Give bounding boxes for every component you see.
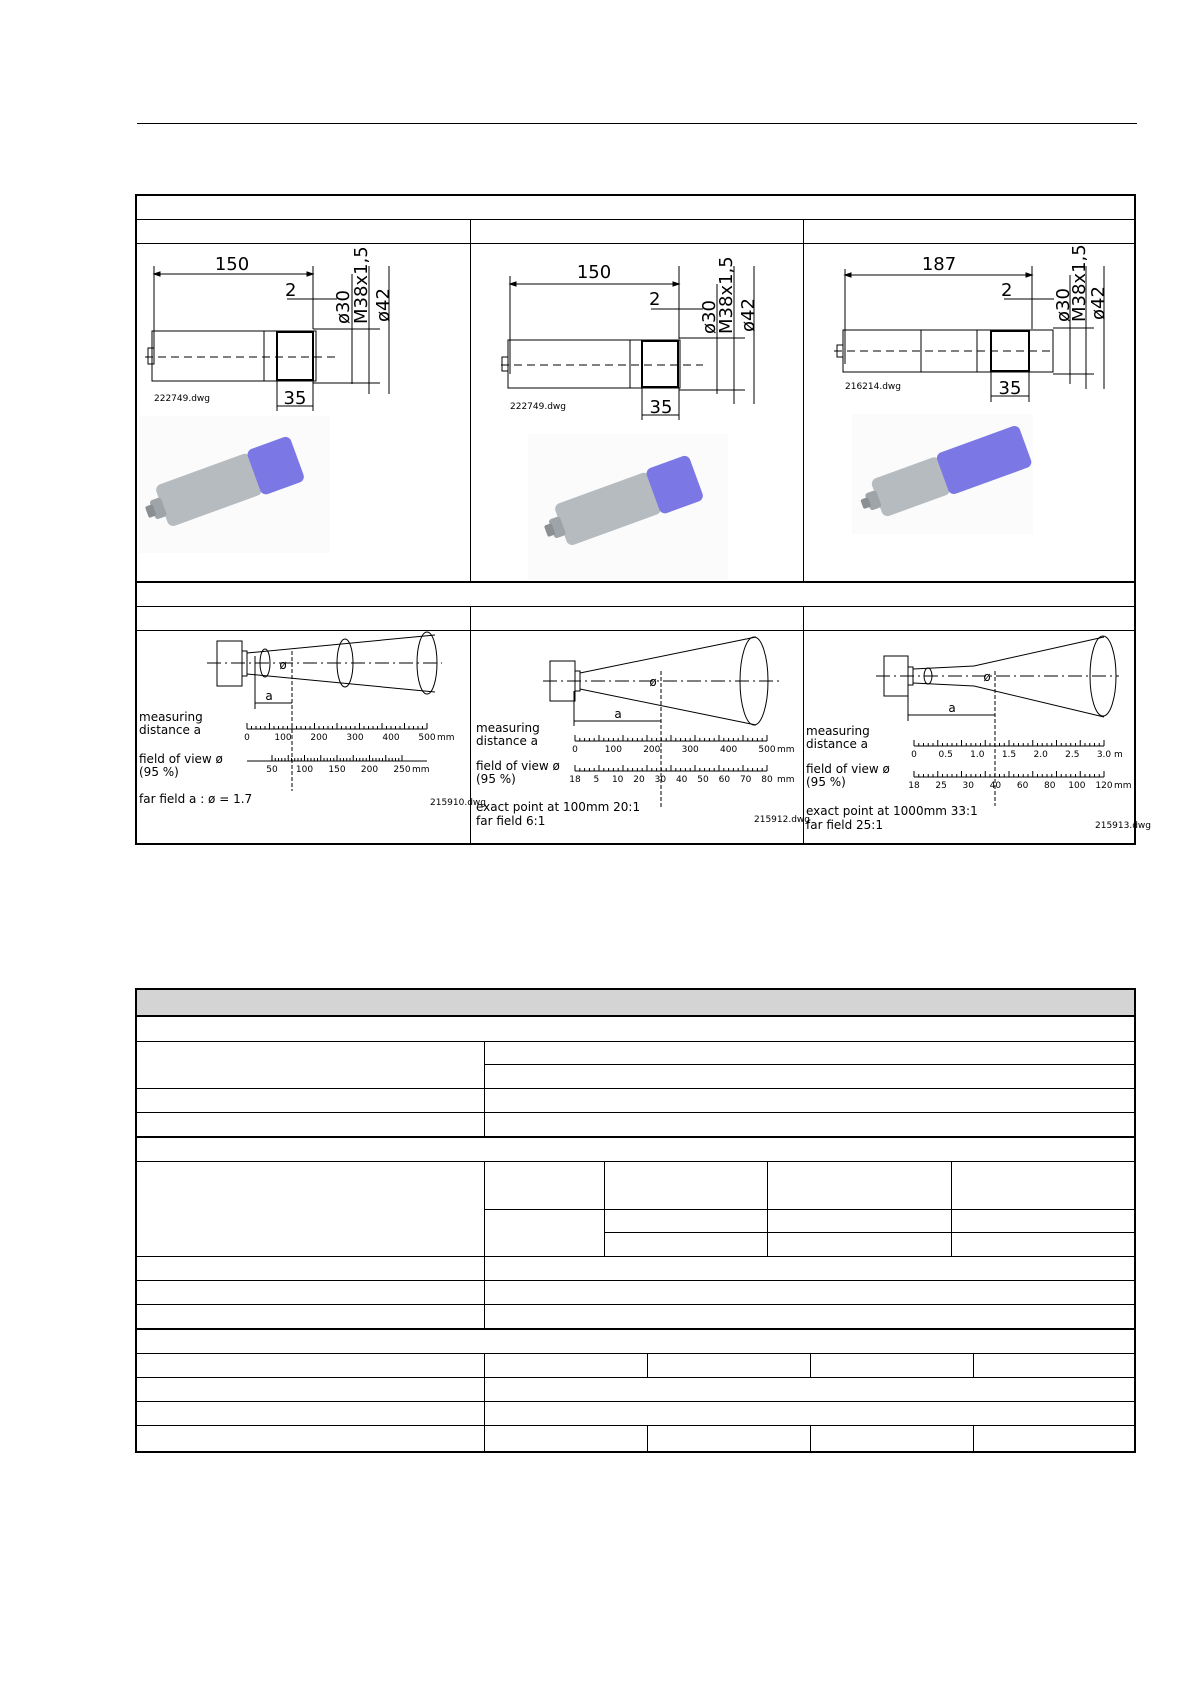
drawing-file: 222749.dwg — [154, 394, 211, 404]
scale-tick-label: 0 — [244, 733, 250, 743]
drawing-file: 216214.dwg — [845, 382, 902, 392]
diameter-symbol: ø — [983, 670, 991, 684]
scale-tick-label: 1.5 — [1001, 750, 1017, 760]
scale-tick-label: 2.0 — [1033, 750, 1048, 760]
table-rule — [485, 1209, 1134, 1210]
thread-size: M38x1,5 — [716, 256, 737, 334]
scale-tick-label: 80 — [761, 775, 773, 785]
depth-dimension: 35 — [998, 378, 1022, 399]
drawing-file: 215913.dwg — [1095, 821, 1152, 831]
table-rule — [137, 1280, 1134, 1281]
distance-symbol: a — [948, 701, 956, 715]
scale-tick-label: 100 — [295, 765, 314, 775]
optics-note: far field 6:1 — [476, 814, 546, 828]
depth-dimension: 35 — [649, 397, 673, 418]
column-rule — [951, 1161, 952, 1256]
scale-tick-label: 500 — [418, 733, 436, 743]
length-dimension: 150 — [576, 262, 612, 283]
table-rule — [137, 1328, 1134, 1330]
scale-tick-label: 60 — [1016, 781, 1029, 791]
scale-tick-label: 100 — [604, 745, 622, 755]
scale-tick-label: 400 — [720, 745, 738, 755]
distance-ticks — [911, 740, 1123, 760]
depth-dimension: 35 — [283, 388, 307, 409]
column-rule — [973, 1353, 974, 1377]
fov-label: field of view ø (95 %) — [139, 752, 223, 779]
sensor-drawing-1 — [137, 244, 470, 581]
scale-unit: mm — [777, 745, 795, 755]
scale-tick-label: 500 — [758, 745, 776, 755]
measuring-label: measuring distance a — [139, 710, 203, 737]
measuring-label: measuring distance a — [806, 724, 870, 751]
outer-diameter: ø42 — [373, 288, 394, 322]
optics-drawing-table — [135, 194, 1152, 845]
scale-tick-label: 400 — [382, 733, 400, 743]
scale-tick-label: 5 — [593, 775, 600, 785]
column-rule — [767, 1161, 768, 1256]
dimension-drawing — [137, 244, 470, 581]
gap-dimension: 2 — [1001, 280, 1013, 301]
table-rule — [137, 1088, 1134, 1089]
scale-tick-label: 18 — [569, 775, 581, 785]
scale-tick-label: 40 — [989, 781, 1002, 791]
inner-diameter: ø30 — [1053, 288, 1074, 322]
optics-note: far field 25:1 — [806, 818, 883, 832]
distance-ticks — [572, 735, 794, 755]
sensor-render — [139, 416, 330, 553]
scale-tick-label: 30 — [962, 781, 975, 791]
table-rule — [137, 606, 1134, 607]
inner-diameter: ø30 — [699, 300, 720, 334]
optics-drawing — [804, 631, 1152, 843]
table-rule — [137, 1377, 1134, 1378]
inner-diameter: ø30 — [333, 290, 354, 324]
column-rule — [484, 1041, 485, 1137]
column-rule — [810, 1425, 811, 1451]
scale-tick-label: 50 — [697, 775, 709, 785]
column-rule — [647, 1425, 648, 1451]
scale-tick-label: 1.0 — [970, 750, 985, 760]
outer-diameter: ø42 — [738, 298, 759, 332]
length-dimension: 187 — [921, 254, 957, 275]
thread-size: M38x1,5 — [351, 246, 372, 324]
column-rule — [810, 1353, 811, 1377]
scale-tick-label: 0.5 — [938, 750, 953, 760]
drawing-file: 222749.dwg — [510, 402, 567, 412]
dimension-drawing — [471, 244, 803, 581]
scale-tick-label: 60 — [718, 775, 731, 785]
scale-tick-label: 0 — [911, 750, 917, 760]
table-rule — [137, 1256, 1134, 1257]
table-rule — [137, 1304, 1134, 1305]
sensor-drawing-2 — [471, 244, 803, 581]
scale-tick-label: 25 — [935, 781, 947, 791]
column-rule — [484, 1161, 485, 1328]
table-rule — [137, 1425, 1134, 1426]
table-rule — [137, 1136, 1134, 1138]
scale-unit: mm — [412, 765, 430, 775]
specification-table — [135, 988, 1136, 1453]
scale-tick-label: 3.0 — [1096, 750, 1112, 760]
scale-tick-label: 200 — [360, 765, 379, 775]
optics-diagram-3 — [804, 631, 1152, 843]
header-rule — [137, 123, 1137, 124]
diameter-symbol: ø — [279, 658, 287, 672]
length-dimension: 150 — [214, 254, 250, 275]
scale-tick-label: 70 — [739, 775, 752, 785]
dimension-drawing — [804, 244, 1136, 581]
fov-ticks — [266, 755, 429, 775]
scale-tick-label: 300 — [346, 733, 364, 743]
table-rule — [137, 1041, 1134, 1042]
sensor-render — [528, 434, 728, 580]
scale-tick-label: 200 — [643, 745, 661, 755]
thread-size: M38x1,5 — [1069, 244, 1090, 322]
table-rule — [137, 1401, 1134, 1402]
column-rule — [647, 1353, 648, 1377]
optics-diagram-2 — [471, 631, 811, 843]
table-rule — [137, 1353, 1134, 1354]
scale-tick-label: 18 — [908, 781, 920, 791]
gap-dimension: 2 — [649, 289, 661, 310]
distance-symbol: a — [614, 707, 622, 721]
scale-tick-label: 2.5 — [1065, 750, 1080, 760]
table-rule — [137, 219, 1134, 220]
scale-tick-label: 100 — [274, 733, 292, 743]
optics-drawing — [471, 631, 811, 843]
distance-symbol: a — [265, 689, 273, 703]
column-rule — [604, 1161, 605, 1256]
scale-tick-label: 150 — [328, 765, 346, 775]
outer-diameter: ø42 — [1088, 286, 1109, 320]
scale-unit: mm — [777, 775, 795, 785]
scale-tick-label: 80 — [1043, 781, 1056, 791]
optics-note: exact point at 1000mm 33:1 — [806, 804, 978, 818]
scale-tick-label: 0 — [572, 745, 578, 755]
scale-tick-label: 120 — [1095, 781, 1113, 791]
diameter-symbol: ø — [649, 675, 657, 689]
drawing-file: 215912.dwg — [754, 815, 811, 825]
scale-tick-label: 20 — [633, 775, 645, 785]
sensor-drawing-3 — [804, 244, 1136, 581]
fov-label: field of view ø (95 %) — [476, 759, 560, 786]
fov-label: field of view ø (95 %) — [806, 762, 890, 789]
table-rule — [137, 581, 1134, 583]
drawing-file: 215910.dwg — [430, 798, 487, 808]
gap-dimension: 2 — [285, 280, 297, 301]
scale-unit: m — [1114, 750, 1123, 760]
column-rule — [973, 1425, 974, 1451]
fov-ticks — [569, 765, 794, 785]
table-rule — [604, 1232, 1134, 1233]
scale-tick-label: 250 — [393, 765, 411, 775]
optics-note: exact point at 100mm 20:1 — [476, 800, 641, 814]
scale-tick-label: 50 — [266, 765, 278, 775]
table-header-band — [137, 990, 1134, 1017]
optics-diagram-1 — [137, 631, 487, 843]
column-rule — [484, 1353, 485, 1451]
table-rule — [137, 1112, 1134, 1113]
scale-tick-label: 100 — [1068, 781, 1086, 791]
table-rule — [137, 1161, 1134, 1162]
table-rule — [485, 1064, 1134, 1065]
fov-ticks — [908, 771, 1131, 791]
scale-tick-label: 200 — [310, 733, 328, 743]
scale-tick-label: 40 — [675, 775, 688, 785]
scale-unit: mm — [1114, 781, 1132, 791]
scale-tick-label: 300 — [681, 745, 699, 755]
distance-ticks — [244, 723, 454, 743]
scale-tick-label: 30 — [654, 775, 667, 785]
optics-drawing — [137, 631, 487, 843]
scale-unit: mm — [437, 733, 455, 743]
measuring-label: measuring distance a — [476, 721, 540, 748]
optics-note: far field a : ø = 1.7 — [139, 792, 253, 806]
scale-tick-label: 10 — [611, 775, 624, 785]
sensor-render — [852, 414, 1033, 534]
